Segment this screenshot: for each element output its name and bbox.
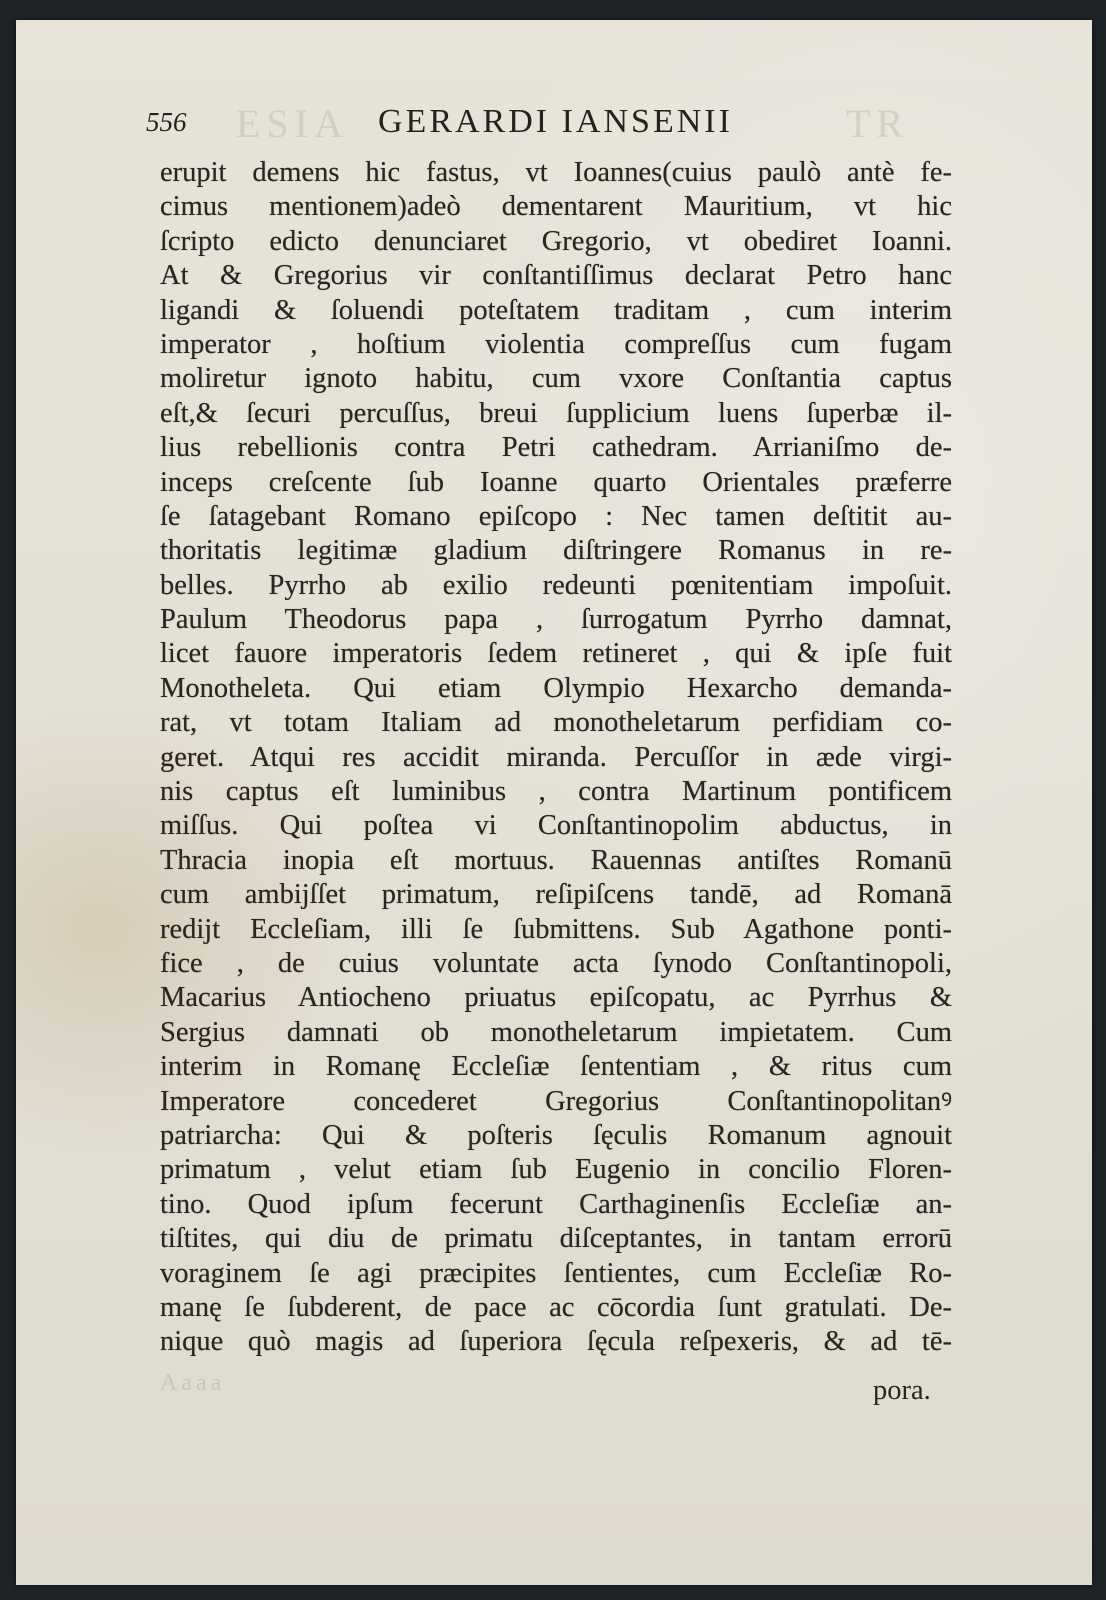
text-line: imperator , hoſtium violentia compreſſus cum fugam <box>160 328 952 360</box>
text-line: Sergius damnati ob monotheletarum impietatem. Cum <box>160 1016 952 1048</box>
text-line: lius rebellionis contra Petri cathedram. Arrianiſmo de- <box>160 432 952 464</box>
text-line: rat, vt totam Italiam ad monotheletarum perfidiam co- <box>160 707 952 739</box>
text-line: tiſtites, qui diu de primatu diſceptantes, in tantam errorū <box>160 1223 952 1255</box>
text-line: ligandi & ſoluendi poteſtatem traditam , cum interim <box>160 294 952 326</box>
text-line: belles. Pyrrho ab exilio redeunti pœnitentiam impoſuit. <box>160 569 952 601</box>
text-line: Monotheleta. Qui etiam Olympio Hexarcho demanda- <box>160 672 952 704</box>
text-line: geret. Atqui res accidit miranda. Percuſſor in æde virgi- <box>160 741 952 773</box>
text-line: nis captus eſt luminibus , contra Martinum pontificem <box>160 776 952 808</box>
text-line: eſt,& ſecuri percuſſus, breui ſupplicium luens ſuperbæ il- <box>160 397 952 429</box>
text-line: licet fauore imperatoris ſedem retineret , qui & ipſe fuit <box>160 638 952 670</box>
text-line: cum ambijſſet primatum, reſipiſcens tandē, ad Romanā <box>160 879 952 911</box>
catchword: pora. <box>873 1375 931 1406</box>
text-line: erupit demens hic fastus, vt Ioannes(cuius paulò antè fe- <box>160 157 952 188</box>
text-line: moliretur ignoto habitu, cum vxore Conſtantia captus <box>160 363 952 395</box>
text-line: manę ſe ſubderent, de pace ac cōcordia ſunt gratulati. De- <box>160 1291 952 1323</box>
show-through-signature: Aaaa <box>160 1370 226 1396</box>
text-line: fice , de cuius voluntate acta ſynodo Conſtantinopoli, <box>160 947 952 979</box>
text-line: inceps creſcente ſub Ioanne quarto Orientales præferre <box>160 466 952 498</box>
text-line: ſe ſatagebant Romano epiſcopo : Nec tamen deſtitit au- <box>160 500 952 532</box>
text-line: nique quò magis ad ſuperiora ſęcula reſpexeris, & ad tē- <box>160 1326 952 1358</box>
book-page <box>16 20 1092 1585</box>
text-line: Macarius Antiocheno priuatus epiſcopatu, ac Pyrrhus & <box>160 982 952 1014</box>
text-line: patriarcha: Qui & poſteris ſęculis Romanum agnouit <box>160 1119 952 1151</box>
text-line: Imperatore concederet Gregorius Conſtantinopolitanꝰ <box>160 1085 952 1117</box>
text-line: interim in Romanę Eccleſiæ ſententiam , & ritus cum <box>160 1051 952 1083</box>
text-line: Thracia inopia eſt mortuus. Rauennas antiſtes Romanū <box>160 844 952 876</box>
text-line: primatum , velut etiam ſub Eugenio in concilio Floren- <box>160 1154 952 1186</box>
show-through-text: TR <box>846 101 910 146</box>
page-header <box>146 103 946 153</box>
running-head: GERARDI IANSENII <box>378 103 733 140</box>
show-through-text: ESIA <box>236 101 349 146</box>
text-line: redijt Eccleſiam, illi ſe ſubmittens. Sub Agathone ponti- <box>160 913 952 945</box>
text-line: cimus mentionem)adeò dementarent Mauritium, vt hic <box>160 191 952 223</box>
text-line: At & Gregorius vir conſtantiſſimus declarat Petro hanc <box>160 260 952 292</box>
page-number: 556 <box>146 107 187 137</box>
text-line: ſcripto edicto denunciaret Gregorio, vt obediret Ioanni. <box>160 225 952 257</box>
text-line: voraginem ſe agi præcipites ſentientes, cum Eccleſiæ Ro- <box>160 1257 952 1289</box>
text-line: tino. Quod ipſum fecerunt Carthaginenſis Eccleſiæ an- <box>160 1188 952 1220</box>
body-text <box>160 156 952 1360</box>
text-line: miſſus. Qui poſtea vi Conſtantinopolim abductus, in <box>160 810 952 842</box>
text-line: Paulum Theodorus papa , ſurrogatum Pyrrho damnat, <box>160 604 952 636</box>
text-line: thoritatis legitimæ gladium diſtringere Romanus in re- <box>160 535 952 567</box>
